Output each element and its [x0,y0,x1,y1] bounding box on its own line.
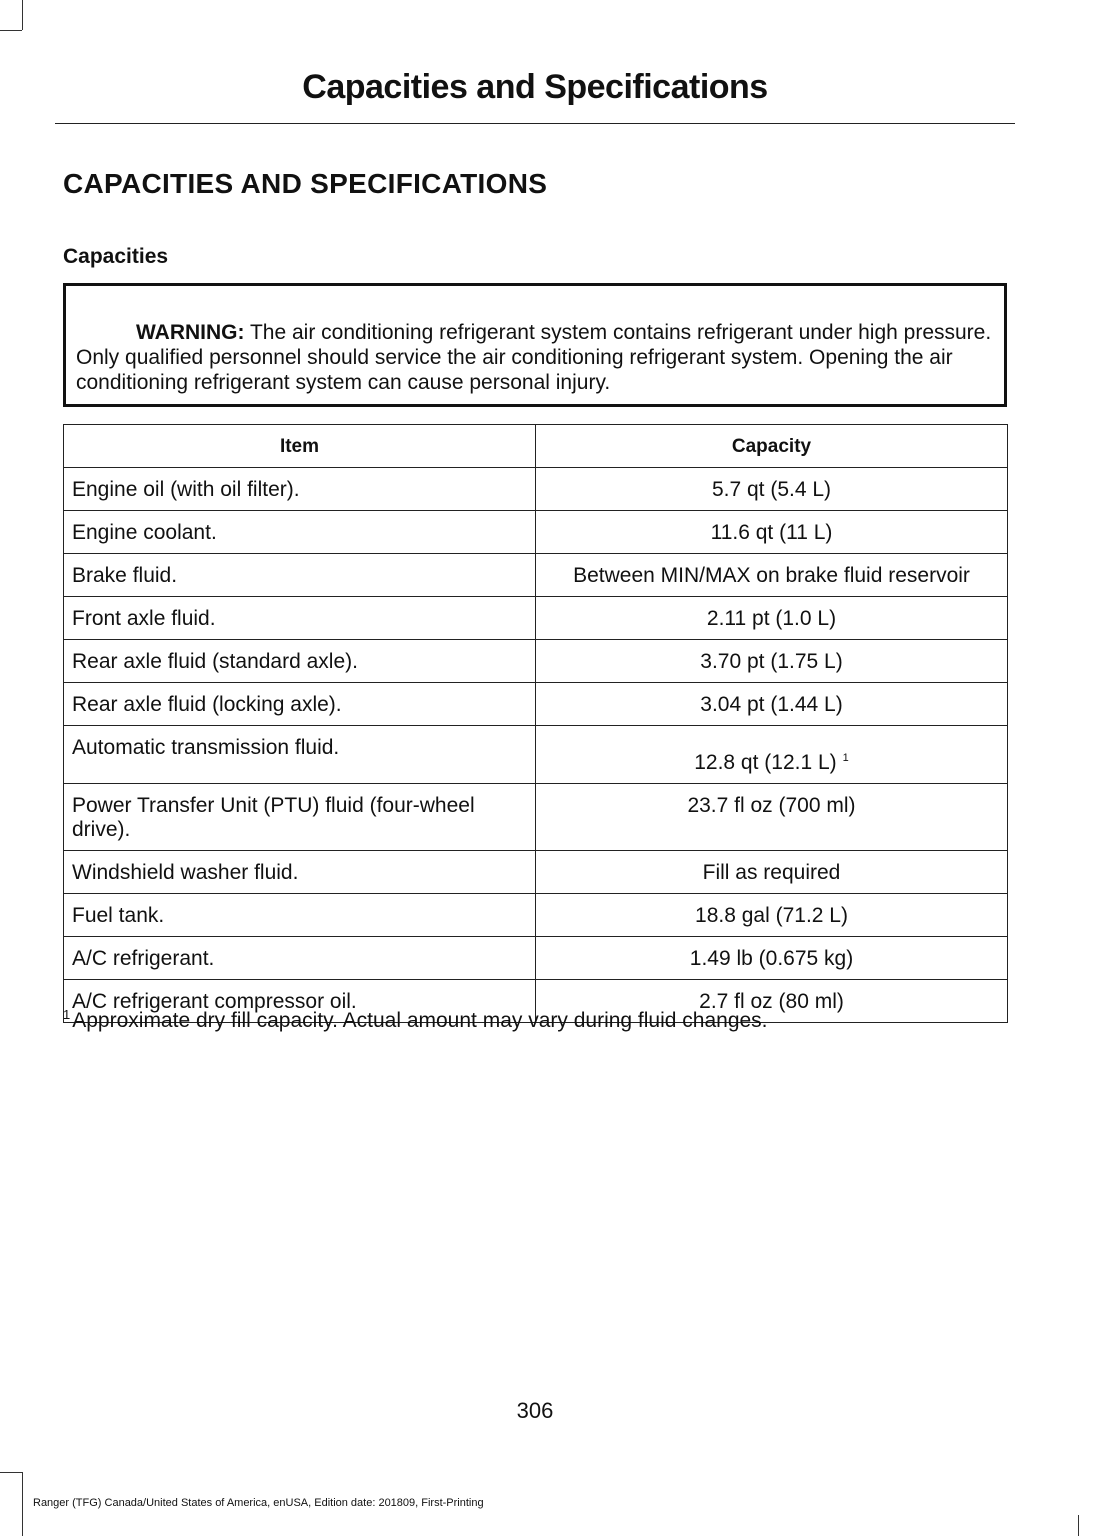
item-cell: Brake fluid. [64,554,536,597]
header-capacity: Capacity [536,425,1008,468]
capacity-cell: Fill as required [536,851,1008,894]
item-cell: Rear axle fluid (locking axle). [64,683,536,726]
table-row [64,851,1008,894]
capacity-cell [536,726,1008,784]
capacity-cell: 2.11 pt (1.0 L) [536,597,1008,640]
capacity-cell: Between MIN/MAX on brake fluid reservoir [536,554,1008,597]
item-cell: Rear axle fluid (standard axle). [64,640,536,683]
capacity-cell: 11.6 qt (11 L) [536,511,1008,554]
table-row [64,468,1008,511]
item-cell: Front axle fluid. [64,597,536,640]
header-rule [55,123,1015,124]
page-header-title: Capacities and Specifications [302,68,768,106]
item-cell: Engine coolant. [64,511,536,554]
footnote [63,1007,768,1033]
crop-mark [0,30,22,31]
item-cell: A/C refrigerant compressor oil. [64,980,536,1023]
item-cell: Fuel tank. [64,894,536,937]
item-cell: Engine oil (with oil filter). [64,468,536,511]
item-cell: Windshield washer fluid. [64,851,536,894]
crop-mark [22,0,23,30]
table-header-row [64,425,1008,468]
footnote-reference: 1 [842,752,849,764]
footnote-mark: 1 [63,1007,71,1022]
crop-mark [22,1472,23,1536]
capacity-cell: 3.04 pt (1.44 L) [536,683,1008,726]
warning-box [63,283,1007,407]
subsection-title: Capacities [63,245,169,268]
capacity-cell: 5.7 qt (5.4 L) [536,468,1008,511]
capacity-cell: 3.70 pt (1.75 L) [536,640,1008,683]
table-row [64,894,1008,937]
page-number: 306 [516,1398,554,1423]
footnote-text: Approximate dry fill capacity. Actual amount may vary during fluid changes. [72,1009,768,1032]
page-footer: Ranger (TFG) Canada/United States of America, enUSA, Edition date: 201809, First-Printing [33,1497,484,1509]
warning-label: WARNING: [136,321,245,344]
table-row [64,640,1008,683]
capacity-value: 12.8 qt (12.1 L) [694,751,837,774]
capacity-cell: 18.8 gal (71.2 L) [536,894,1008,937]
table-row [64,784,1008,851]
item-cell: A/C refrigerant. [64,937,536,980]
table-row [64,726,1008,784]
crop-mark [1078,1515,1079,1536]
table-row [64,937,1008,980]
warning-text: The air conditioning refrigerant system contains refrigerant under high pressure. Only qualified personnel should service the air conditioning refrigerant system. Opening the air conditioning refrigerant system can cause personal injury. [76,321,992,394]
section-title: CAPACITIES AND SPECIFICATIONS [63,168,548,199]
item-cell: Power Transfer Unit (PTU) fluid (four-wheel drive). [64,784,536,851]
crop-mark [0,1472,22,1473]
capacity-cell: 2.7 fl oz (80 ml) [536,980,1008,1023]
table-row [64,683,1008,726]
capacity-cell: 1.49 lb (0.675 kg) [536,937,1008,980]
table-row [64,597,1008,640]
capacities-table [63,424,1008,1023]
header-item: Item [64,425,536,468]
capacity-cell: 23.7 fl oz (700 ml) [536,784,1008,851]
table-row [64,554,1008,597]
table-row [64,511,1008,554]
item-cell: Automatic transmission fluid. [64,726,536,784]
